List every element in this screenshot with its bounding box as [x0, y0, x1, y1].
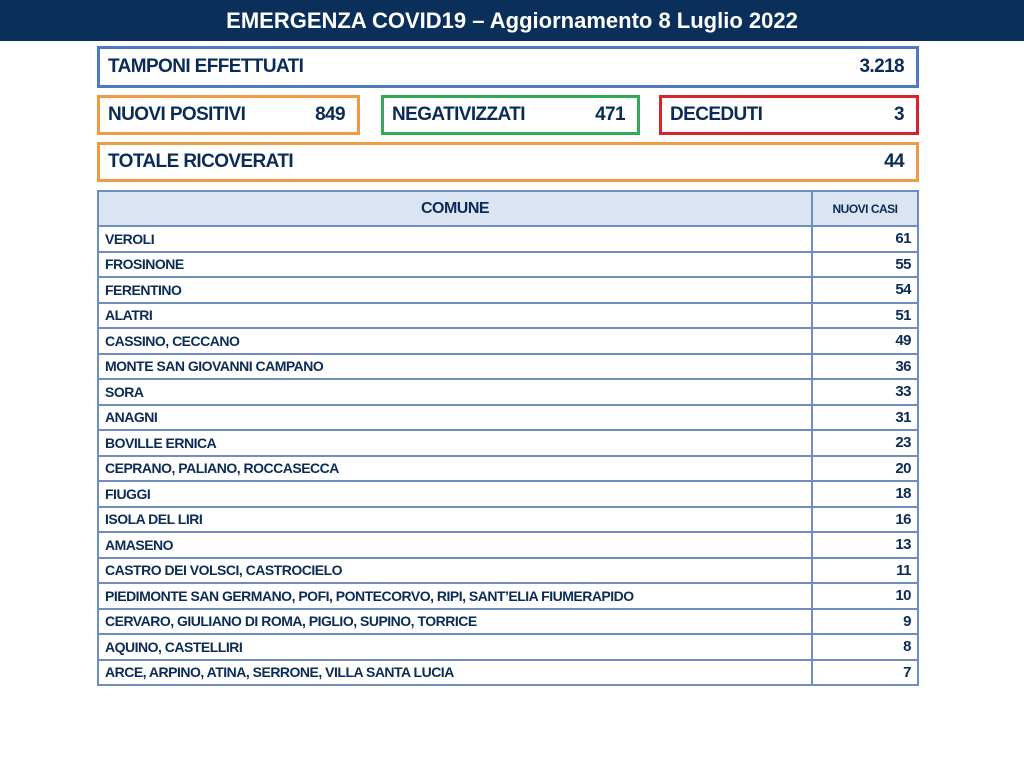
tamponi-box: [97, 46, 919, 88]
nuovi-casi-cell: 10: [812, 583, 918, 609]
nuovi-casi-cell: 36: [812, 354, 918, 380]
table-row: [98, 252, 918, 278]
table-row: [98, 660, 918, 686]
comuni-table: [97, 190, 919, 686]
nuovi-casi-cell: 7: [812, 660, 918, 686]
table-body: [98, 226, 918, 685]
comune-cell: MONTE SAN GIOVANNI CAMPANO: [98, 354, 812, 380]
table-row: [98, 634, 918, 660]
totale-ricoverati-value: 44: [884, 151, 904, 172]
nuovi-casi-cell: 20: [812, 456, 918, 482]
negativizzati-label: NEGATIVIZZATI: [392, 104, 525, 125]
nuovi-casi-cell: 9: [812, 609, 918, 635]
comune-cell: AQUINO, CASTELLIRI: [98, 634, 812, 660]
tamponi-label: TAMPONI EFFETTUATI: [108, 56, 304, 77]
column-header-comune: COMUNE: [98, 191, 812, 226]
table-row: [98, 354, 918, 380]
tamponi-value: 3.218: [859, 56, 904, 77]
table-row: [98, 583, 918, 609]
nuovi-casi-cell: 18: [812, 481, 918, 507]
table-row: [98, 481, 918, 507]
table-row: [98, 405, 918, 431]
comune-cell: AMASENO: [98, 532, 812, 558]
nuovi-casi-cell: 51: [812, 303, 918, 329]
comune-cell: CASSINO, CECCANO: [98, 328, 812, 354]
nuovi-casi-cell: 54: [812, 277, 918, 303]
table-row: [98, 430, 918, 456]
table-header-row: [98, 191, 918, 226]
totale-ricoverati-box: [97, 142, 919, 182]
nuovi-casi-cell: 49: [812, 328, 918, 354]
comune-cell: FROSINONE: [98, 252, 812, 278]
deceduti-value: 3: [894, 104, 904, 125]
comune-cell: SORA: [98, 379, 812, 405]
negativizzati-box: [381, 95, 640, 135]
nuovi-positivi-value: 849: [315, 104, 345, 125]
column-header-nuovi-casi: NUOVI CASI: [812, 191, 918, 226]
comune-cell: ARCE, ARPINO, ATINA, SERRONE, VILLA SANTA LUCIA: [98, 660, 812, 686]
nuovi-casi-cell: 33: [812, 379, 918, 405]
comune-cell: ANAGNI: [98, 405, 812, 431]
table-row: [98, 532, 918, 558]
nuovi-casi-cell: 31: [812, 405, 918, 431]
comune-cell: CERVARO, GIULIANO DI ROMA, PIGLIO, SUPINO, TORRICE: [98, 609, 812, 635]
totale-ricoverati-label: TOTALE RICOVERATI: [108, 151, 294, 172]
comune-cell: ISOLA DEL LIRI: [98, 507, 812, 533]
table-row: [98, 379, 918, 405]
nuovi-casi-cell: 55: [812, 252, 918, 278]
table-row: [98, 558, 918, 584]
deceduti-label: DECEDUTI: [670, 104, 763, 125]
deceduti-box: [659, 95, 919, 135]
nuovi-casi-cell: 8: [812, 634, 918, 660]
nuovi-casi-cell: 13: [812, 532, 918, 558]
negativizzati-value: 471: [595, 104, 625, 125]
nuovi-casi-cell: 23: [812, 430, 918, 456]
nuovi-positivi-label: NUOVI POSITIVI: [108, 104, 246, 125]
table-row: [98, 507, 918, 533]
comune-cell: PIEDIMONTE SAN GERMANO, POFI, PONTECORVO, RIPI, SANT’ELIA FIUMERAPIDO: [98, 583, 812, 609]
table-row: [98, 456, 918, 482]
nuovi-casi-cell: 16: [812, 507, 918, 533]
comune-cell: VEROLI: [98, 226, 812, 252]
table-row: [98, 328, 918, 354]
nuovi-casi-cell: 11: [812, 558, 918, 584]
comune-cell: CEPRANO, PALIANO, ROCCASECCA: [98, 456, 812, 482]
comune-cell: ALATRI: [98, 303, 812, 329]
comune-cell: FIUGGI: [98, 481, 812, 507]
comune-cell: BOVILLE ERNICA: [98, 430, 812, 456]
page-title: EMERGENZA COVID19 – Aggiornamento 8 Luglio 2022: [226, 7, 798, 33]
page-title-bar: [0, 0, 1024, 41]
table-row: [98, 609, 918, 635]
nuovi-casi-cell: 61: [812, 226, 918, 252]
comune-cell: FERENTINO: [98, 277, 812, 303]
comune-cell: CASTRO DEI VOLSCI, CASTROCIELO: [98, 558, 812, 584]
table-row: [98, 226, 918, 252]
nuovi-positivi-box: [97, 95, 360, 135]
table-row: [98, 277, 918, 303]
table-row: [98, 303, 918, 329]
